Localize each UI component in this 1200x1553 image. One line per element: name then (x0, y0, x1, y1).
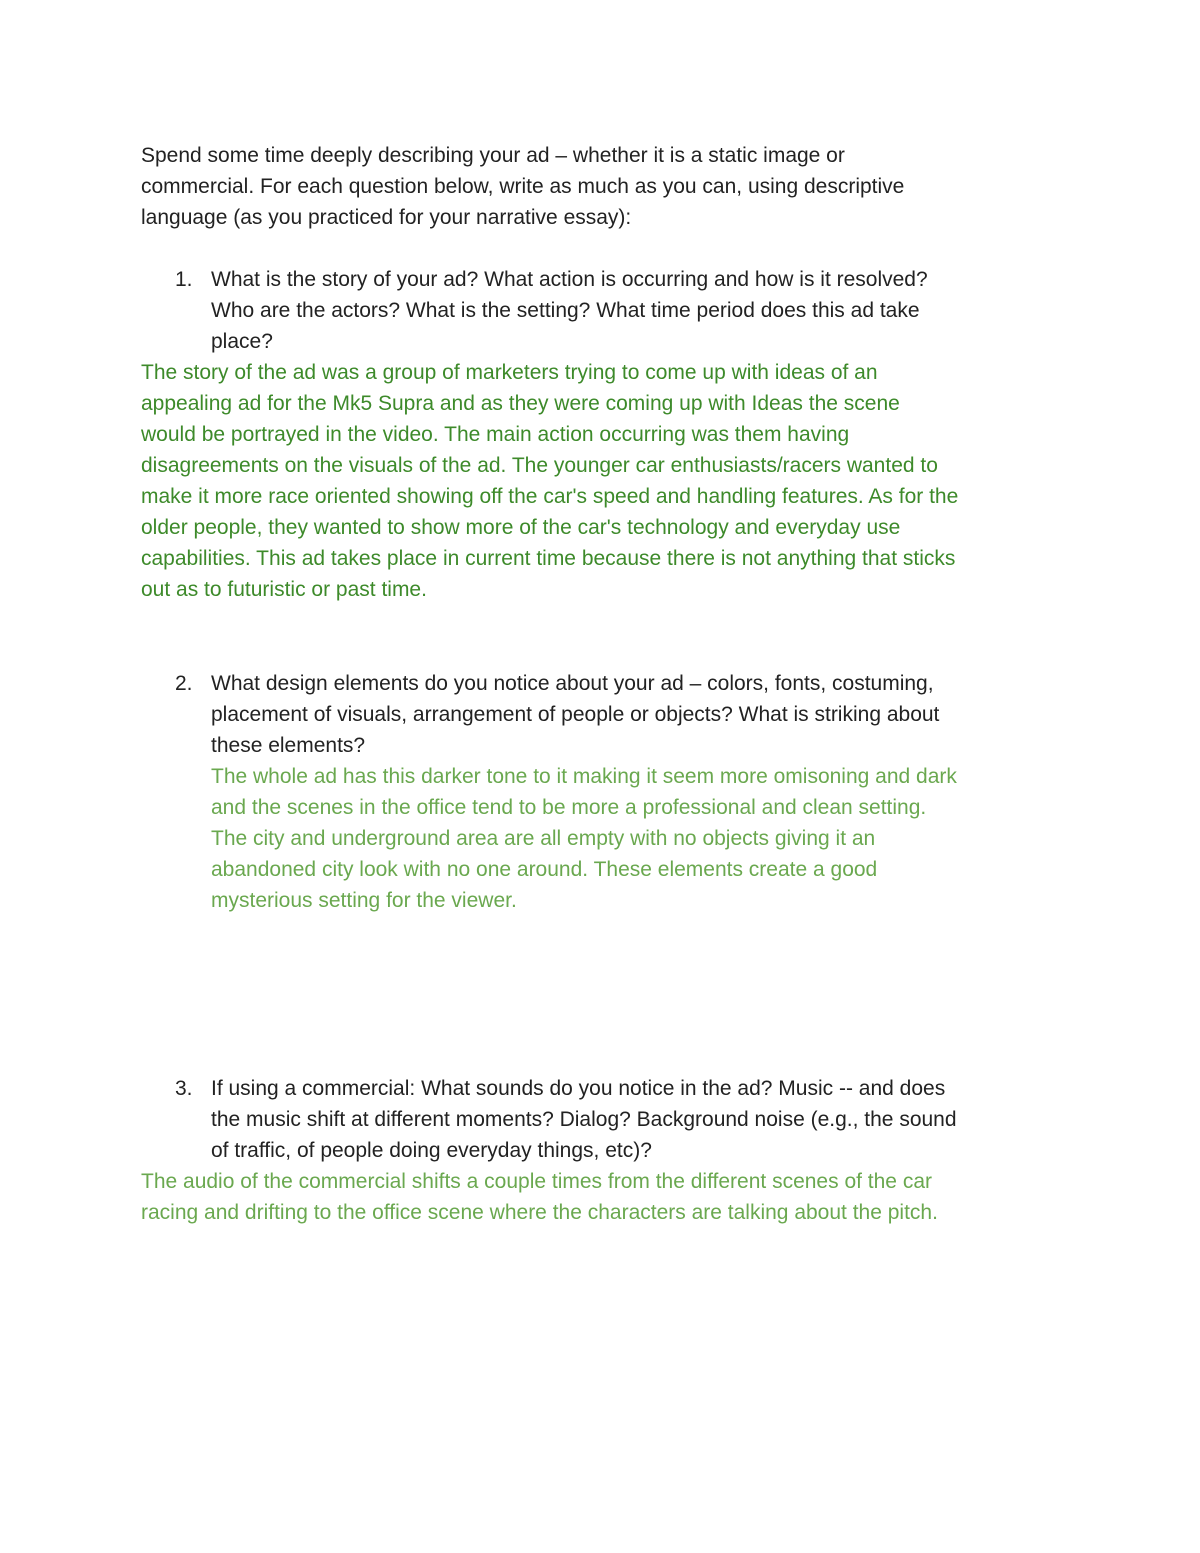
question-line: place? (211, 330, 273, 353)
intro-line: language (as you practiced for your narrative essay): (141, 206, 632, 229)
intro-paragraph (141, 140, 1066, 233)
question-line: these elements? (211, 734, 366, 757)
question-text (211, 668, 1066, 761)
answer-1 (141, 357, 1071, 605)
answer-line: appealing ad for the Mk5 Supra and as they were coming up with Ideas the scene (141, 392, 900, 415)
answer-line: out as to futuristic or past time. (141, 578, 427, 601)
question-line: of traffic, of people doing everyday things, etc)? (211, 1139, 652, 1162)
answer-line: disagreements on the visuals of the ad. The younger car enthusiasts/racers wanted to (141, 454, 938, 477)
answer-line: The story of the ad was a group of marketers trying to come up with ideas of an (141, 361, 878, 384)
question-1 (141, 264, 1066, 357)
question-text (211, 1073, 1066, 1166)
answer-line: and the scenes in the office tend to be more a professional and clean setting. (211, 796, 927, 819)
question-number: 2. (175, 672, 193, 695)
answer-line: The whole ad has this darker tone to it making it seem more omisoning and dark (211, 765, 957, 788)
question-line: What design elements do you notice about your ad – colors, fonts, costuming, (211, 672, 934, 695)
question-text (211, 264, 1066, 357)
answer-line: racing and drifting to the office scene where the characters are talking about the pitch. (141, 1201, 938, 1224)
question-2 (141, 668, 1066, 761)
answer-line: abandoned city look with no one around. These elements create a good (211, 858, 878, 881)
intro-line: Spend some time deeply describing your ad – whether it is a static image or (141, 144, 845, 167)
answer-line: mysterious setting for the viewer. (211, 889, 517, 912)
question-number: 3. (175, 1077, 193, 1100)
intro-line: commercial. For each question below, write as much as you can, using descriptive (141, 175, 905, 198)
answer-line: make it more race oriented showing off the car's speed and handling features. As for the (141, 485, 959, 508)
answer-line: capabilities. This ad takes place in current time because there is not anything that sticks (141, 547, 956, 570)
question-line: What is the story of your ad? What action is occurring and how is it resolved? (211, 268, 928, 291)
answer-line: older people, they wanted to show more of the car's technology and everyday use (141, 516, 901, 539)
question-line: the music shift at different moments? Dialog? Background noise (e.g., the sound (211, 1108, 957, 1131)
question-3 (141, 1073, 1066, 1166)
answer-line: The city and underground area are all empty with no objects giving it an (211, 827, 876, 850)
question-line: Who are the actors? What is the setting? What time period does this ad take (211, 299, 920, 322)
answer-2 (211, 761, 1071, 916)
question-line: placement of visuals, arrangement of people or objects? What is striking about (211, 703, 940, 726)
answer-line: The audio of the commercial shifts a couple times from the different scenes of the car (141, 1170, 932, 1193)
answer-3 (141, 1166, 1061, 1228)
question-number: 1. (175, 268, 193, 291)
answer-line: would be portrayed in the video. The main action occurring was them having (141, 423, 850, 446)
question-line: If using a commercial: What sounds do you notice in the ad? Music -- and does (211, 1077, 946, 1100)
